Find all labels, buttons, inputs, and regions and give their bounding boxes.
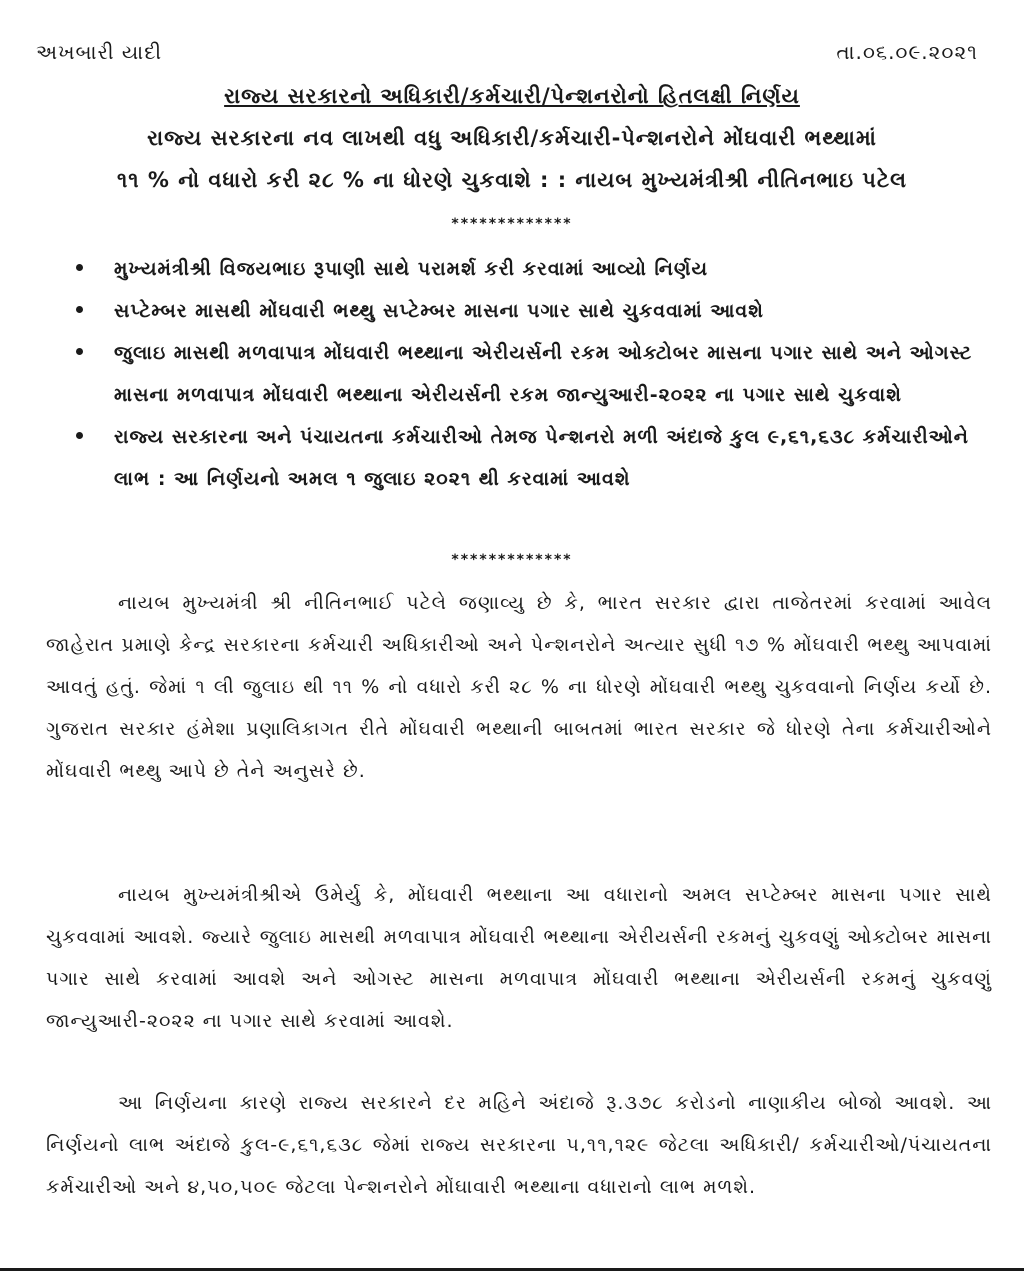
highlight-text: જુલાઇ માસથી મળવાપાત્ર મોંઘવારી ભથ્થાના એરીયર્સની રકમ ઓક્ટોબર માસના પગાર સાથે અને ઓગસ્ટ માસના મળવાપાત્ર મોંઘવારી ભથ્થાના એરીયર્સની રકમ જાન્યુઆરી-૨૦૨૨ ના પગાર સાથે ચુકવાશે: [114, 342, 973, 406]
document-title: રાજ્ય સરકારનો અધિકારી/કર્મચારી/પેન્શનરોનો હિતલક્ષી નિર્ણય: [224, 84, 800, 108]
bullet-dot-icon: [76, 264, 83, 271]
press-note-label: અખબારી યાદી: [36, 40, 163, 64]
bottom-rule: [0, 1268, 1024, 1271]
highlight-item: [76, 416, 990, 500]
separator-top: *************: [451, 216, 573, 232]
highlight-text: રાજ્ય સરકારના અને પંચાયતના કર્મચારીઓ તેમજ પેન્શનરો મળી અંદાજે કુલ ૯,૬૧,૬૩૮ કર્મચારીઓને લાભ : આ નિર્ણયનો અમલ ૧ જુલાઇ ૨૦૨૧ થી કરવામાં આવશે: [114, 426, 969, 490]
release-date: તા.૦૬.૦૯.૨૦૨૧: [836, 40, 978, 64]
highlight-item: [76, 290, 990, 332]
highlight-text: મુખ્યમંત્રીશ્રી વિજયભાઇ રૂપાણી સાથે પરામર્શ કરી કરવામાં આવ્યો નિર્ણય: [114, 258, 709, 280]
paragraph-text: આ નિર્ણયના કારણે રાજ્ય સરકારને દર મહિને અંદાજે રૂ.૩૭૮ કરોડનો નાણાકીય બોજો આવશે. આ નિર્ણયનો લાભ અંદાજે કુલ-૯,૬૧,૬૩૮ જેમાં રાજ્ય સરકારના ૫,૧૧,૧૨૯ જેટલા અધિકારી/ કર્મચારીઓ/પંચાયતના કર્મચારીઓ અને ૪,૫૦,૫૦૯ જેટલા પેન્શનરોને મોંઘાવારી ભથ્થાના વધારાનો લાભ મળશે.: [46, 1092, 992, 1198]
bullet-dot-icon: [76, 348, 83, 355]
bullet-dot-icon: [76, 432, 83, 439]
highlights-list: [76, 248, 990, 500]
headline-line-2: ૧૧ % નો વધારો કરી ૨૮ % ના ધોરણે ચુકવાશે : : નાયબ મુખ્યમંત્રીશ્રી નીતિનભાઇ પટેલ: [116, 168, 907, 192]
highlight-item: [76, 332, 990, 416]
paragraph-text: નાયબ મુખ્યમંત્રી શ્રી નીતિનભાઈ પટેલે જણાવ્યુ છે કે, ભારત સરકાર દ્વારા તાજેતરમાં કરવામાં આવેલ જાહેરાત પ્રમાણે કેન્દ્ર સરકારના કર્મચારી અધિકારીઓ અને પેન્શનરોને અત્યાર સુધી ૧૭ % મોંઘવારી ભથ્થુ આપવામાં આવતું હતું. જેમાં ૧ લી જુલાઇ થી ૧૧ % નો વધારો કરી ૨૮ % ના ધોરણે મોંઘવારી ભથ્થુ ચુકવવાનો નિર્ણય કર્યો છે. ગુજરાત સરકાર હંમેશા પ્રણાલિકાગત રીતે મોંઘવારી ભથ્થાની બાબતમાં ભારત સરકાર જે ધોરણે તેના કર્મચારીઓને મોંઘવારી ભથ્થુ આપે છે તેને અનુસરે છે.: [46, 592, 992, 782]
paragraph-text: નાયબ મુખ્યમંત્રીશ્રીએ ઉમેર્યુ કે, મોંઘવારી ભથ્થાના આ વધારાનો અમલ સપ્ટેમ્બર માસના પગાર સાથે ચુકવવામાં આવશે. જ્યારે જુલાઇ માસથી મળવાપાત્ર મોંઘવારી ભથ્થાના એરીયર્સની રકમનું ચુકવણું ઓક્ટોબર માસના પગાર સાથે કરવામાં આવશે અને ઓગસ્ટ માસના મળવાપાત્ર મોંઘવારી ભથ્થાના એરીયર્સની રકમનું ચુકવણું જાન્યુઆરી-૨૦૨૨ ના પગાર સાથે કરવામાં આવશે.: [46, 884, 992, 1032]
body-paragraph-2: [46, 874, 992, 1042]
header-row: [36, 40, 978, 64]
highlight-text: સપ્ટેમ્બર માસથી મોંઘવારી ભથ્થુ સપ્ટેમ્બર માસના પગાર સાથે ચુકવવામાં આવશે: [114, 300, 764, 322]
highlight-item: [76, 248, 990, 290]
headline-line-1: રાજ્ય સરકારના નવ લાખથી વધુ અધિકારી/કર્મચારી-પેન્શનરોને મોંઘવારી ભથ્થામાં: [147, 126, 877, 150]
body-paragraph-1: [46, 582, 992, 792]
separator-bottom: *************: [451, 552, 573, 568]
body-paragraph-3: [46, 1082, 992, 1208]
bullet-dot-icon: [76, 306, 83, 313]
